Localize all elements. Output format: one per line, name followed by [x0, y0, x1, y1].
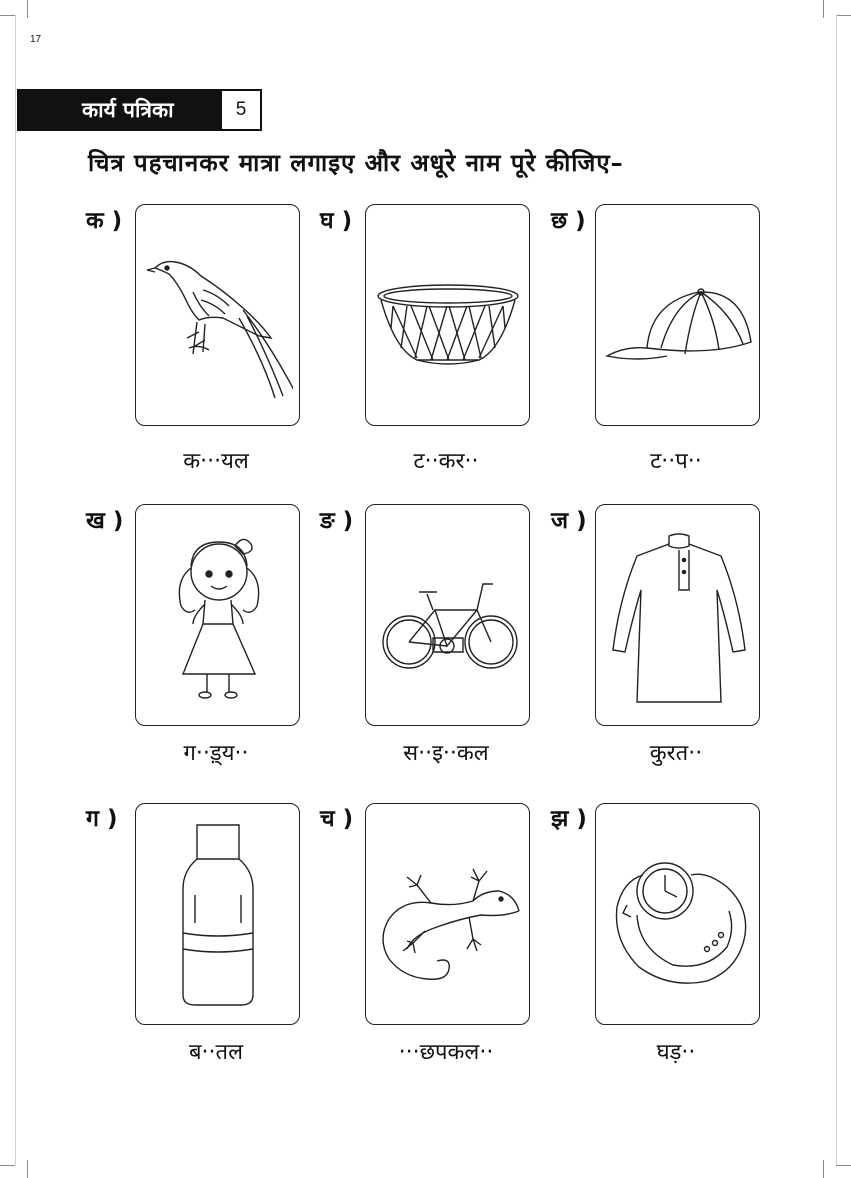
picture-card	[135, 504, 300, 726]
crop-mark	[27, 1160, 28, 1178]
item-marker: ङ )	[320, 508, 354, 534]
crop-mark	[823, 0, 824, 18]
worksheet-number: 5	[221, 90, 261, 130]
word-prompt: ···छपकल··	[398, 1040, 494, 1065]
picture-card	[595, 504, 760, 726]
item-marker: ख )	[86, 508, 124, 534]
bird-icon	[143, 220, 293, 410]
picture-card	[135, 204, 300, 426]
bottle-icon	[143, 819, 293, 1009]
crop-mark	[836, 15, 851, 16]
picture-card	[595, 803, 760, 1025]
item-marker: ज )	[551, 508, 587, 534]
item-marker: च )	[320, 806, 354, 832]
watch-icon	[603, 819, 753, 1009]
crop-mark	[836, 1165, 851, 1166]
page-edge	[836, 15, 837, 1165]
page-number: 17	[30, 34, 42, 45]
worksheet-title-bar	[17, 89, 262, 131]
picture-card	[135, 803, 300, 1025]
bicycle-icon	[373, 520, 523, 710]
word-prompt: स··इ··कल	[403, 741, 489, 766]
word-prompt: घड़··	[656, 1040, 696, 1065]
crop-mark	[27, 0, 28, 18]
crop-mark	[0, 1165, 15, 1166]
word-prompt: कुरत··	[649, 741, 703, 766]
word-prompt: ट··कर··	[413, 449, 479, 474]
word-prompt: ब··तल	[188, 1040, 243, 1065]
item-marker: झ )	[551, 806, 587, 832]
picture-card	[365, 504, 530, 726]
instruction-text: चित्र पहचानकर मात्रा लगाइए और अधूरे नाम पूरे कीजिए–	[88, 149, 624, 177]
word-prompt: ग··ड़्य··	[183, 741, 249, 766]
picture-card	[365, 803, 530, 1025]
picture-card	[365, 204, 530, 426]
crop-mark	[0, 15, 15, 16]
lizard-icon	[373, 819, 523, 1009]
doll-icon	[143, 520, 293, 710]
item-marker: छ )	[551, 208, 586, 234]
page-edge	[15, 15, 16, 1165]
picture-card	[595, 204, 760, 426]
item-marker: घ )	[320, 208, 353, 234]
basket-icon	[373, 220, 523, 410]
item-marker: ग )	[86, 806, 118, 832]
item-marker: क )	[86, 208, 123, 234]
cap-icon	[603, 220, 753, 410]
word-prompt: क···यल	[183, 449, 249, 474]
kurta-icon	[603, 520, 753, 710]
worksheet-title: कार्य पत्रिका	[82, 98, 174, 122]
word-prompt: ट··प··	[650, 449, 702, 474]
crop-mark	[823, 1160, 824, 1178]
